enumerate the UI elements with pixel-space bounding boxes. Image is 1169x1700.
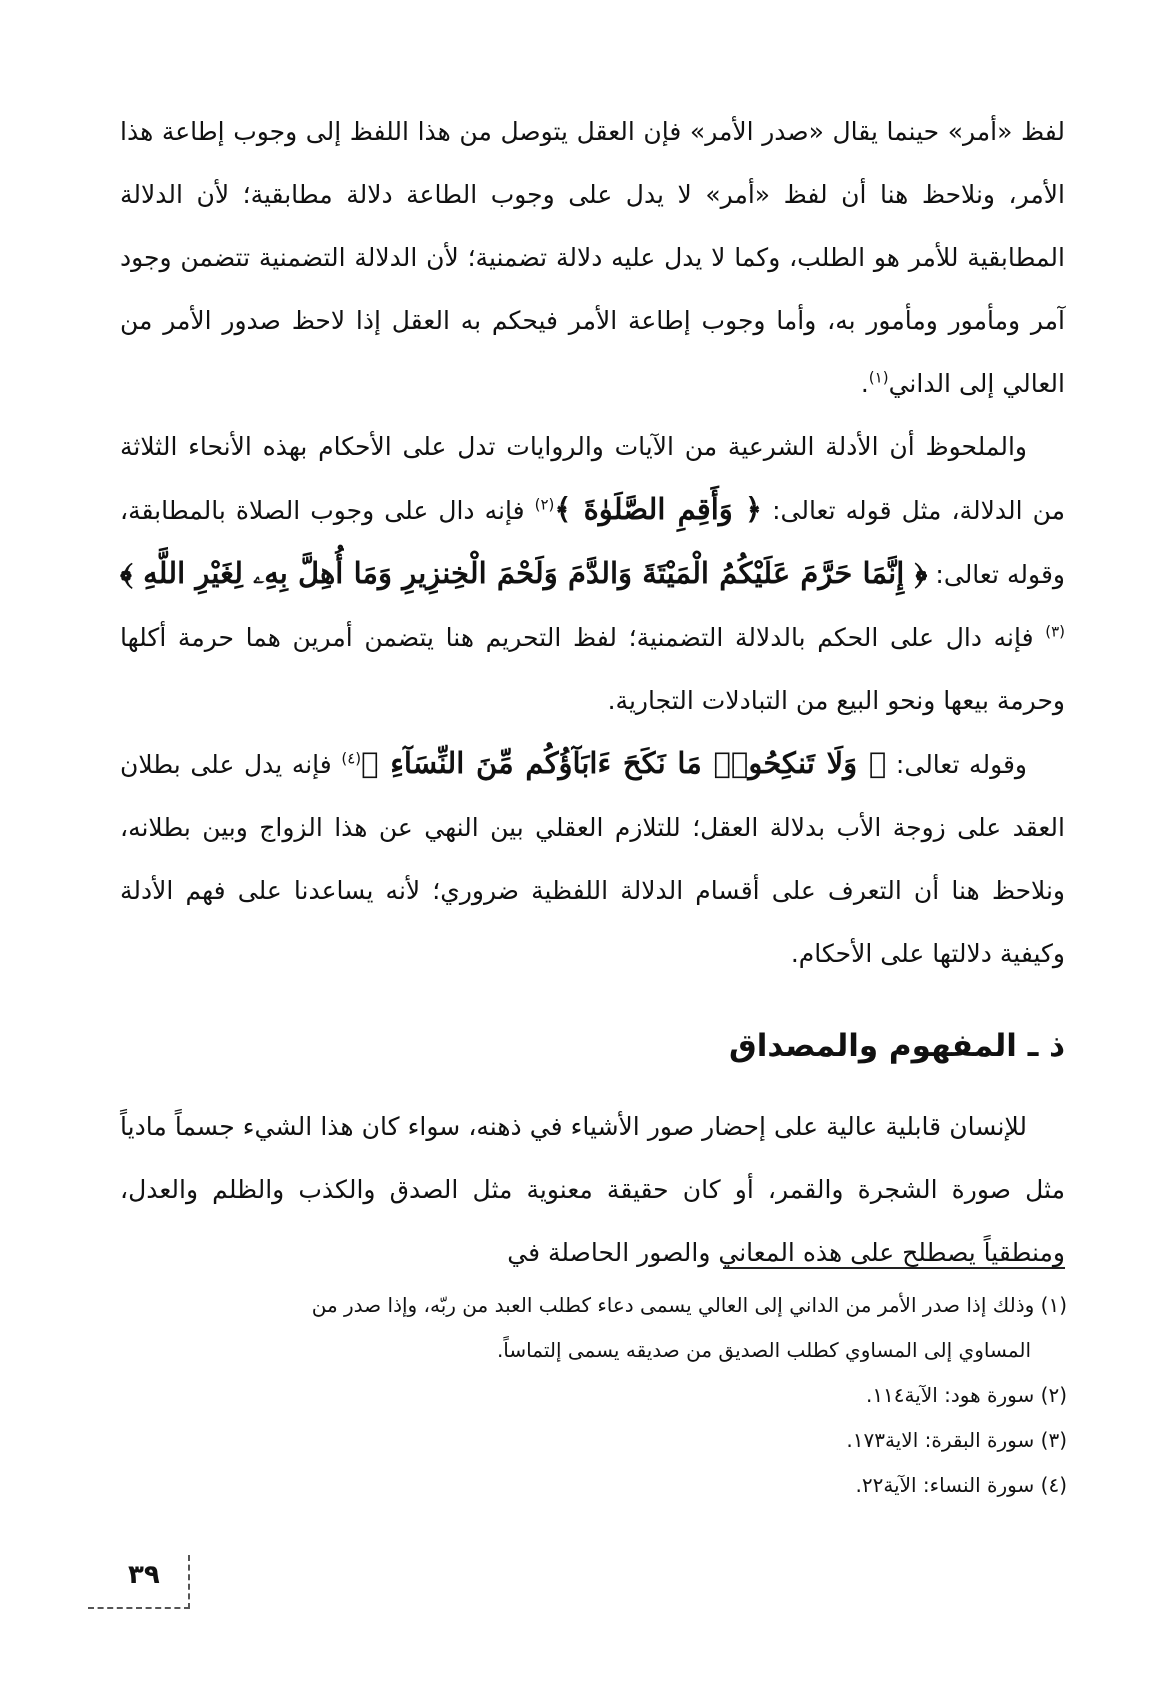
footnote-divider (723, 1267, 1065, 1269)
main-text (120, 100, 1065, 1284)
text-segment: وقوله تعالى: (886, 750, 1028, 779)
paragraph-1 (120, 100, 1065, 415)
quran-verse: ﴿ إِنَّمَا حَرَّمَ عَلَيْكُمُ الْمَيْتَةَ وَالدَّمَ وَلَحْمَ الْخِنزِيرِ وَمَا أُهِلَّ بِهِۦ لِغَيْرِ اللَّهِ ﴾ (120, 556, 928, 590)
footnote-3: (٣) سورة البقرة: الاية١٧٣. (846, 1428, 1067, 1452)
section-paragraph: للإنسان قابلية عالية على إحضار صور الأشياء في ذهنه، سواء كان هذا الشيء جسماً مادياً مثل صورة الشجرة والقمر، أو كان حقيقة معنوية مثل الصدق والكذب والظلم والعدل، ومنطقياً يصطلح على هذه المعاني والصور الحاصلة في (120, 1112, 1065, 1267)
footnote-1-continued: المساوي إلى المساوي كطلب الصديق من صديقه يسمى إلتماساً. (496, 1338, 1031, 1362)
text-segment: فإنه دال على الحكم بالدلالة التضمنية؛ لفظ التحريم هنا يتضمن أمرين هما حرمة أكلها وحرمة بيعها ونحو البيع من التبادلات التجارية. (120, 623, 1065, 715)
footnote-ref: (٣) (1045, 622, 1065, 641)
text-segment: لفظ «أمر» حينما يقال «صدر الأمر» فإن العقل يتوصل من هذا اللفظ إلى وجوب إطاعة هذا الأمر، ونلاحظ هنا أن لفظ «أمر» لا يدل على وجوب الطاعة دلالة مطابقية؛ لأن الدلالة المطابقية للأمر هو الطلب، وكما لا يدل عليه دلالة تضمنية؛ لأن الدلالة التضمنية تتضمن وجود آمر ومأمور ومأمور به، وأما وجوب إطاعة الأمر فيحكم به العقل إذا لاحظ صدور الأمر من العالي إلى الداني (120, 117, 1065, 398)
footnote-ref: (٢) (534, 495, 555, 514)
footnote-1: (١) وذلك إذا صدر الأمر من الداني إلى العالي يسمى دعاء كطلب العبد من ربّه، وإذا صدر من (311, 1293, 1067, 1317)
footnotes (122, 1283, 1067, 1508)
footnote-ref: (٤) (341, 749, 362, 768)
footnote-2: (٢) سورة هود: الآية١١٤. (865, 1383, 1067, 1407)
paragraph-3 (120, 732, 1065, 985)
footnote-ref: (١) (868, 368, 889, 387)
text-segment: والملحوظ أن الأدلة الشرعية من الآيات والروايات تدل على الأحكام بهذه الأنحاء الثلاثة من الدلالة، مثل قوله تعالى: (120, 432, 1065, 525)
text-segment: . (860, 369, 869, 398)
section-heading: ذ ـ المفهوم والمصداق (729, 1028, 1065, 1064)
paragraph-2 (120, 415, 1065, 732)
quran-verse: ﴿ وَأَقِمِ الصَّلَوٰةَ ﴾ (554, 492, 763, 526)
text-segment: فإنه يدل على بطلان العقد على زوجة الأب بدلالة العقل؛ للتلازم العقلي بين النهي عن هذا الزواج وبين بطلانه، ونلاحظ هنا أن التعرف على أقسام الدلالة اللفظية ضروري؛ لأنه يساعدنا على فهم الأدلة وكيفية دلالتها على الأحكام. (120, 750, 1065, 968)
page-number: ٣٩ (128, 1560, 160, 1590)
footnote-4: (٤) سورة النساء: الآية٢٢. (855, 1473, 1067, 1497)
quran-verse: ﴿ وَلَا تَنكِحُوا۟ مَا نَكَحَ ءَابَآؤُكُم مِّنَ النِّسَآءِ ﴾ (361, 746, 887, 780)
text-segment: فإنه دال على وجوب الصلاة بالمطابقة، وقوله تعالى: (120, 496, 1065, 589)
